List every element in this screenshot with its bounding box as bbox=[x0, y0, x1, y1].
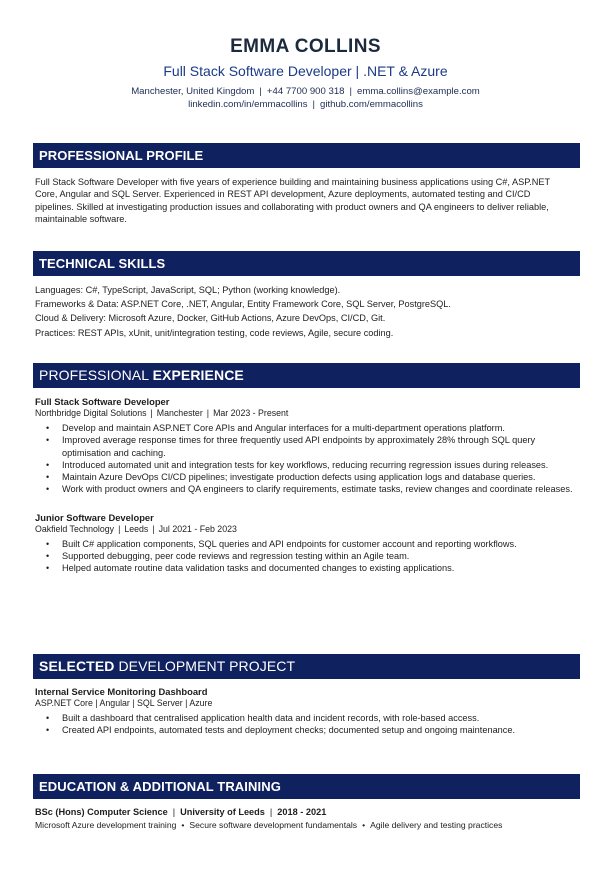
separator: | bbox=[269, 807, 273, 817]
experience-section bbox=[33, 363, 580, 575]
skills-line: Cloud & Delivery: Microsoft Azure, Docker, GitHub Actions, Azure DevOps, CI/CD, Git. bbox=[35, 313, 386, 324]
skills-section bbox=[33, 251, 580, 340]
separator: | bbox=[152, 523, 155, 534]
project-title: Internal Service Monitoring Dashboard bbox=[35, 686, 208, 697]
bullet-item: • Improved average response times for three frequently used API endpoints by approximately 28% through SQL query optimisation and caching. bbox=[33, 434, 574, 459]
separator: | bbox=[118, 523, 121, 534]
role-meta bbox=[33, 408, 580, 419]
bullet-item: • Supported debugging, peer code reviews and regression testing within an Agile team. bbox=[33, 550, 574, 562]
separator: | bbox=[349, 86, 353, 97]
phone-text: +44 7700 900 318 bbox=[266, 86, 345, 97]
email-link[interactable]: emma.collins@example.com bbox=[357, 86, 480, 97]
bullet-item: • Work with product owners and QA engineers to clarify requirements, estimate tasks, review changes and coordinate releases. bbox=[33, 483, 574, 495]
role-block bbox=[33, 396, 580, 496]
contact-line-2 bbox=[0, 98, 611, 111]
education-section bbox=[33, 774, 580, 831]
separator: | bbox=[312, 99, 315, 110]
profile-section bbox=[33, 143, 580, 225]
training-line bbox=[33, 820, 580, 831]
role-bullets bbox=[33, 538, 580, 575]
resume-header bbox=[0, 36, 611, 111]
linkedin-link[interactable]: linkedin.com/in/emmacollins bbox=[188, 99, 308, 110]
skills-line: Frameworks & Data: ASP.NET Core, .NET, Angular, Entity Framework Core, SQL Server, PostgreSQL. bbox=[35, 299, 451, 310]
candidate-headline: Full Stack Software Developer | .NET & Azure bbox=[163, 63, 448, 79]
profile-heading: PROFESSIONAL PROFILE bbox=[33, 143, 580, 168]
project-block bbox=[33, 686, 580, 737]
bullet-item: • Built a dashboard that centralised application health data and incident records, with role-based access. bbox=[33, 712, 574, 724]
profile-text: Full Stack Software Developer with five years of experience building and maintaining business applications using C#, ASP.NET Core, Angular and SQL Server. Experienced in REST API development, Azure deployments, automated testing and CI/CD pipelines. Skilled at investigating production issues and collaborating with product owners and QA engineers to deliver reliable, maintainable software. bbox=[35, 177, 550, 224]
education-heading: EDUCATION & ADDITIONAL TRAINING bbox=[33, 774, 580, 799]
bullet-separator: • bbox=[362, 820, 366, 830]
bullet-item: • Maintain Azure DevOps CI/CD pipelines; investigate production defects using application logs and database queries. bbox=[33, 471, 574, 483]
experience-heading-part: PROFESSIONAL bbox=[39, 367, 153, 383]
separator: | bbox=[172, 807, 176, 817]
role-location: Manchester bbox=[156, 408, 203, 418]
role-dates: Mar 2023 - Present bbox=[213, 408, 289, 418]
role-company: Oakfield Technology bbox=[35, 523, 115, 534]
project-stack: ASP.NET Core | Angular | SQL Server | Azure bbox=[35, 698, 213, 708]
bullet-item: • Helped automate routine data validation tasks and documented changes to existing applications. bbox=[33, 562, 574, 574]
bullet-item: • Built C# application components, SQL queries and API endpoints for customer account and reporting workflows. bbox=[33, 538, 574, 550]
project-heading-part: SELECTED bbox=[39, 658, 119, 674]
role-title: Full Stack Software Developer bbox=[35, 396, 170, 407]
role-company: Northbridge Digital Solutions bbox=[35, 408, 147, 418]
separator: | bbox=[150, 408, 153, 418]
separator: | bbox=[259, 86, 262, 97]
bullet-item: • Develop and maintain ASP.NET Core APIs and Angular interfaces for a multi-department operations platform. bbox=[33, 422, 574, 434]
skills-heading: TECHNICAL SKILLS bbox=[33, 251, 580, 276]
separator: | bbox=[206, 408, 210, 418]
project-heading bbox=[33, 654, 580, 679]
role-block bbox=[33, 512, 580, 575]
role-bullets bbox=[33, 422, 580, 496]
training-item: Secure software development fundamentals bbox=[189, 820, 358, 830]
candidate-name: EMMA COLLINS bbox=[230, 36, 381, 57]
experience-heading-part: EXPERIENCE bbox=[152, 367, 244, 383]
degree-years: 2018 - 2021 bbox=[277, 807, 327, 817]
github-link[interactable]: github.com/emmacollins bbox=[320, 99, 423, 110]
university-name: University of Leeds bbox=[180, 807, 265, 817]
skills-line: Practices: REST APIs, xUnit, unit/integration testing, code reviews, Agile, secure coding. bbox=[35, 327, 394, 338]
contact-line-1 bbox=[0, 85, 611, 98]
project-bullets bbox=[33, 712, 580, 737]
project-heading-part: DEVELOPMENT PROJECT bbox=[118, 658, 296, 674]
bullet-item: • Created API endpoints, automated tests and deployment checks; documented setup and ongoing maintenance. bbox=[33, 724, 574, 736]
bullet-separator: • bbox=[181, 820, 185, 830]
experience-heading bbox=[33, 363, 580, 388]
role-location: Leeds bbox=[124, 523, 149, 534]
project-section bbox=[33, 654, 580, 737]
degree-line bbox=[33, 806, 580, 818]
role-dates: Jul 2021 - Feb 2023 bbox=[158, 523, 237, 534]
role-title: Junior Software Developer bbox=[35, 511, 154, 523]
training-item: Agile delivery and testing practices bbox=[370, 820, 503, 830]
location-text: Manchester, United Kingdom bbox=[131, 86, 255, 97]
education-block bbox=[33, 806, 580, 831]
bullet-item: • Introduced automated unit and integration tests for key workflows, reducing recurring regression issues during releases. bbox=[33, 459, 574, 471]
skills-line: Languages: C#, TypeScript, JavaScript, SQL; Python (working knowledge). bbox=[35, 285, 341, 295]
skills-list bbox=[33, 283, 580, 340]
training-item: Microsoft Azure development training bbox=[35, 820, 177, 830]
role-meta bbox=[33, 524, 580, 535]
degree-name: BSc (Hons) Computer Science bbox=[35, 807, 168, 817]
